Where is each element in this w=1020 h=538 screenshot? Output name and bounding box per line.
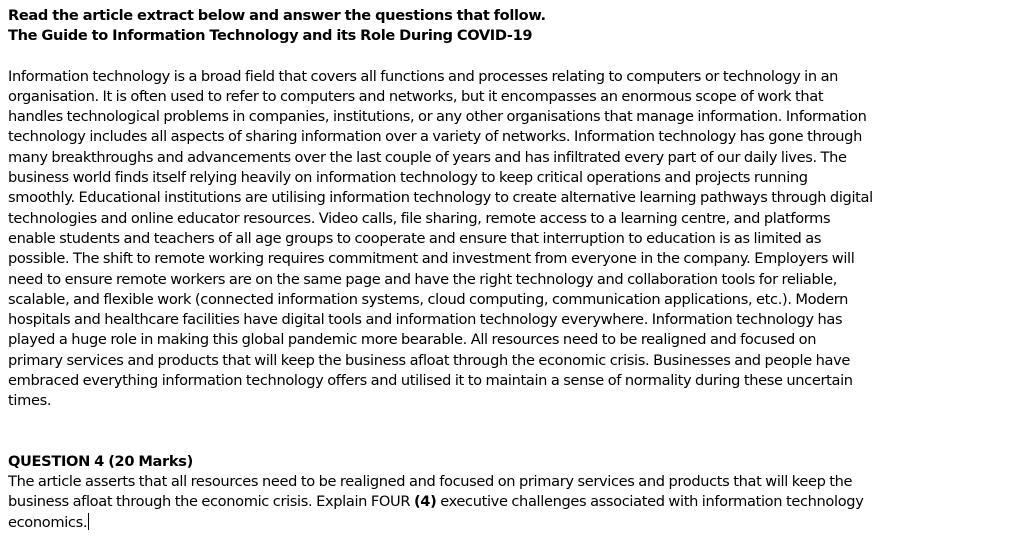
text-cursor [88, 513, 89, 530]
article-line: played a huge role in making this global pandemic more bearable. All resources need to be realigned and focused on [8, 331, 817, 349]
document-body[interactable] [8, 6, 1008, 533]
article-line: scalable, and flexible work (connected information systems, cloud computing, communication applications, etc.). Modern [8, 290, 849, 308]
article-line: organisation. It is often used to refer to computers and networks, but it encompasses an enormous scope of work that [8, 87, 824, 105]
question-text-segment: business afloat through the economic crisis. Explain FOUR [8, 493, 414, 511]
article-line: business world finds itself relying heavily on information technology to keep critical operations and projects running [8, 169, 808, 187]
question-line [8, 513, 1008, 533]
article-line: technologies and online educator resources. Video calls, file sharing, remote access to a learning centre, and platforms [8, 209, 831, 227]
article-line: Information technology is a broad field that covers all functions and processes relating to computers or technology in an [8, 67, 839, 85]
article-line: primary services and products that will keep the business afloat through the economic crisis. Businesses and people have [8, 351, 851, 369]
question-text-segment: executive challenges associated with information technology [436, 493, 864, 511]
question-line: The article asserts that all resources need to be realigned and focused on primary services and products that will keep the [8, 472, 853, 490]
article-line: handles technological problems in companies, institutions, or any other organisations that manage information. Information [8, 108, 867, 126]
article-line: technology includes all aspects of sharing information over a variety of networks. Information technology has gone through [8, 128, 862, 146]
instruction-heading: Read the article extract below and answer the questions that follow. [8, 7, 546, 24]
question-text [8, 472, 1008, 533]
article-extract [8, 67, 1008, 412]
question-text-segment: economics. [8, 513, 88, 531]
article-line: possible. The shift to remote working requires commitment and investment from everyone in the company. Employers will [8, 250, 855, 268]
article-line: many breakthroughs and advancements over the last couple of years and has infiltrated every part of our daily lives. The [8, 148, 847, 166]
question-heading: QUESTION 4 (20 Marks) [8, 452, 193, 470]
article-line: hospitals and healthcare facilities have digital tools and information technology everywhere. Information technology has [8, 311, 843, 329]
article-line: smoothly. Educational institutions are utilising information technology to create alternative learning pathways through digital [8, 189, 873, 207]
article-title: The Guide to Information Technology and its Role During COVID-19 [8, 27, 533, 45]
article-line: times. [8, 392, 52, 410]
question-count-bold: (4) [413, 493, 437, 511]
article-line: need to ensure remote workers are on the same page and have the right technology and collaboration tools for reliable, [8, 270, 838, 288]
question-line [8, 492, 1008, 512]
article-line: enable students and teachers of all age groups to cooperate and ensure that interruption to education is as limited as [8, 229, 822, 247]
article-line: embraced everything information technology offers and utilised it to maintain a sense of normality during these uncertain [8, 372, 853, 390]
